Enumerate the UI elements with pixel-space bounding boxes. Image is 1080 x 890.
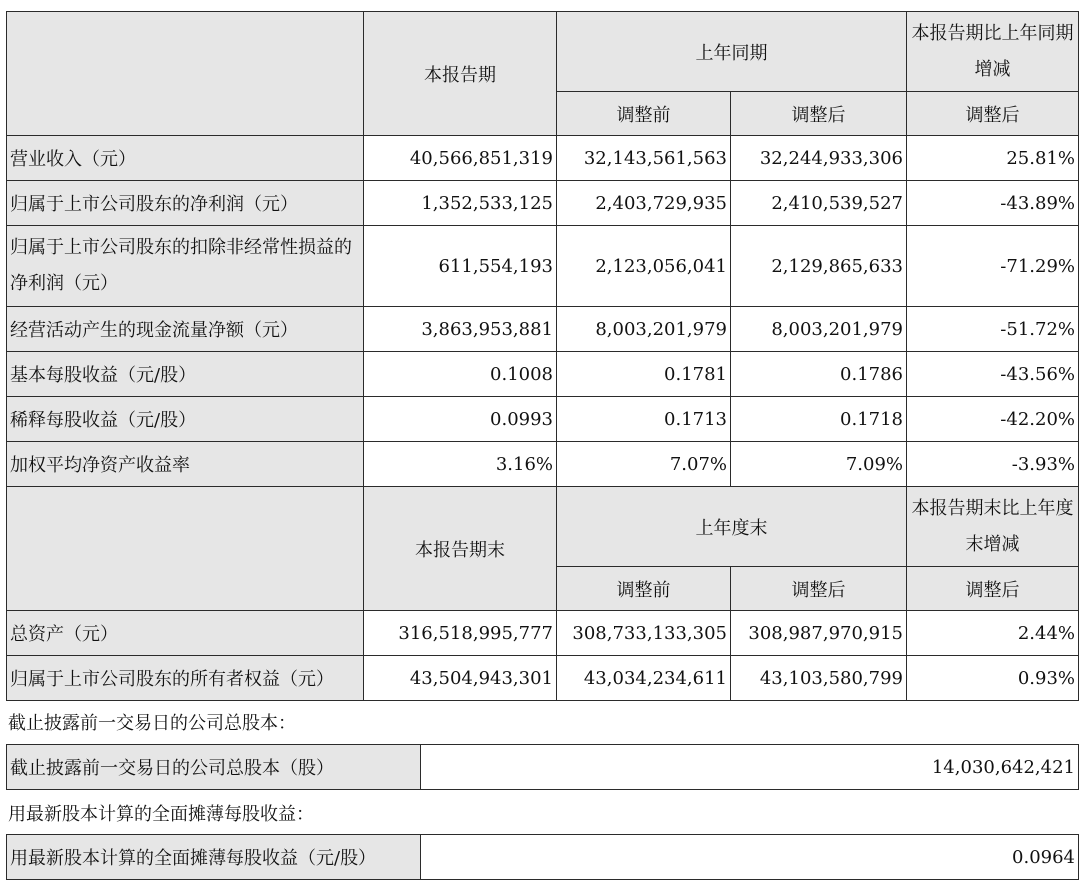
value-after-adjustment: 2,410,539,527 [731,181,907,226]
table-row [7,136,1079,181]
header-after-adjustment: 调整后 [731,92,907,136]
header-before-adjustment: 调整前 [557,567,731,611]
value-after-adjustment: 43,103,580,799 [731,656,907,701]
header-change: 本报告期比上年同期增减 [907,12,1079,92]
value-after-adjustment: 32,244,933,306 [731,136,907,181]
financial-summary-table [6,11,1079,701]
table-row [7,226,1079,307]
value-change: 0.93% [907,656,1079,701]
diluted-eps-value: 0.0964 [421,835,1079,880]
value-current: 611,554,193 [364,226,557,307]
value-change: -43.56% [907,352,1079,397]
value-current: 1,352,533,125 [364,181,557,226]
header-before-adjustment: 调整前 [557,92,731,136]
header-change-vs-year-end: 本报告期末比上年度末增减 [907,487,1079,567]
row-label: 归属于上市公司股东的扣除非经常性损益的净利润（元） [7,226,364,307]
header-blank-cell [7,487,364,611]
value-before-adjustment: 308,733,133,305 [557,611,731,656]
row-label: 归属于上市公司股东的净利润（元） [7,181,364,226]
value-change: -3.93% [907,442,1079,487]
value-after-adjustment: 308,987,970,915 [731,611,907,656]
row-label: 总资产（元） [7,611,364,656]
value-change: -43.89% [907,181,1079,226]
header-after-adjustment: 调整后 [731,567,907,611]
table-row [7,745,1079,790]
value-change: 2.44% [907,611,1079,656]
value-change: -51.72% [907,307,1079,352]
table-row [7,307,1079,352]
table-row [7,442,1079,487]
value-after-adjustment: 0.1786 [731,352,907,397]
header-row-1 [7,12,1079,92]
header-change-after-adjustment: 调整后 [907,567,1079,611]
header-prior-year-end: 上年度末 [557,487,907,567]
value-current: 3,863,953,881 [364,307,557,352]
value-change: -42.20% [907,397,1079,442]
value-before-adjustment: 0.1713 [557,397,731,442]
header-blank-cell [7,12,364,136]
header-change-after-adjustment: 调整后 [907,92,1079,136]
table-row [7,656,1079,701]
value-before-adjustment: 43,034,234,611 [557,656,731,701]
table-row [7,352,1079,397]
table-row [7,611,1079,656]
value-after-adjustment: 2,129,865,633 [731,226,907,307]
header-row-3 [7,487,1079,567]
row-label: 归属于上市公司股东的所有者权益（元） [7,656,364,701]
value-current: 3.16% [364,442,557,487]
share-capital-note: 截止披露前一交易日的公司总股本： [8,713,296,734]
row-label: 加权平均净资产收益率 [7,442,364,487]
value-before-adjustment: 2,123,056,041 [557,226,731,307]
value-after-adjustment: 8,003,201,979 [731,307,907,352]
value-current: 316,518,995,777 [364,611,557,656]
row-label: 稀释每股收益（元/股） [7,397,364,442]
row-label: 基本每股收益（元/股） [7,352,364,397]
share-capital-table [6,744,1079,790]
value-before-adjustment: 7.07% [557,442,731,487]
value-before-adjustment: 2,403,729,935 [557,181,731,226]
value-change: 25.81% [907,136,1079,181]
header-current-period-end: 本报告期末 [364,487,557,611]
value-before-adjustment: 0.1781 [557,352,731,397]
diluted-eps-label: 用最新股本计算的全面摊薄每股收益（元/股） [7,835,421,880]
value-after-adjustment: 7.09% [731,442,907,487]
row-label: 营业收入（元） [7,136,364,181]
row-label: 经营活动产生的现金流量净额（元） [7,307,364,352]
value-current: 0.1008 [364,352,557,397]
table-row [7,397,1079,442]
value-current: 40,566,851,319 [364,136,557,181]
share-capital-value: 14,030,642,421 [421,745,1079,790]
value-after-adjustment: 0.1718 [731,397,907,442]
value-before-adjustment: 32,143,561,563 [557,136,731,181]
table-row [7,181,1079,226]
header-prior-period: 上年同期 [557,12,907,92]
value-change: -71.29% [907,226,1079,307]
diluted-eps-table [6,834,1079,880]
value-before-adjustment: 8,003,201,979 [557,307,731,352]
value-current: 0.0993 [364,397,557,442]
share-capital-label: 截止披露前一交易日的公司总股本（股） [7,745,421,790]
table-row [7,835,1079,880]
value-current: 43,504,943,301 [364,656,557,701]
header-current-period: 本报告期 [364,12,557,136]
diluted-eps-note: 用最新股本计算的全面摊薄每股收益： [8,804,314,825]
